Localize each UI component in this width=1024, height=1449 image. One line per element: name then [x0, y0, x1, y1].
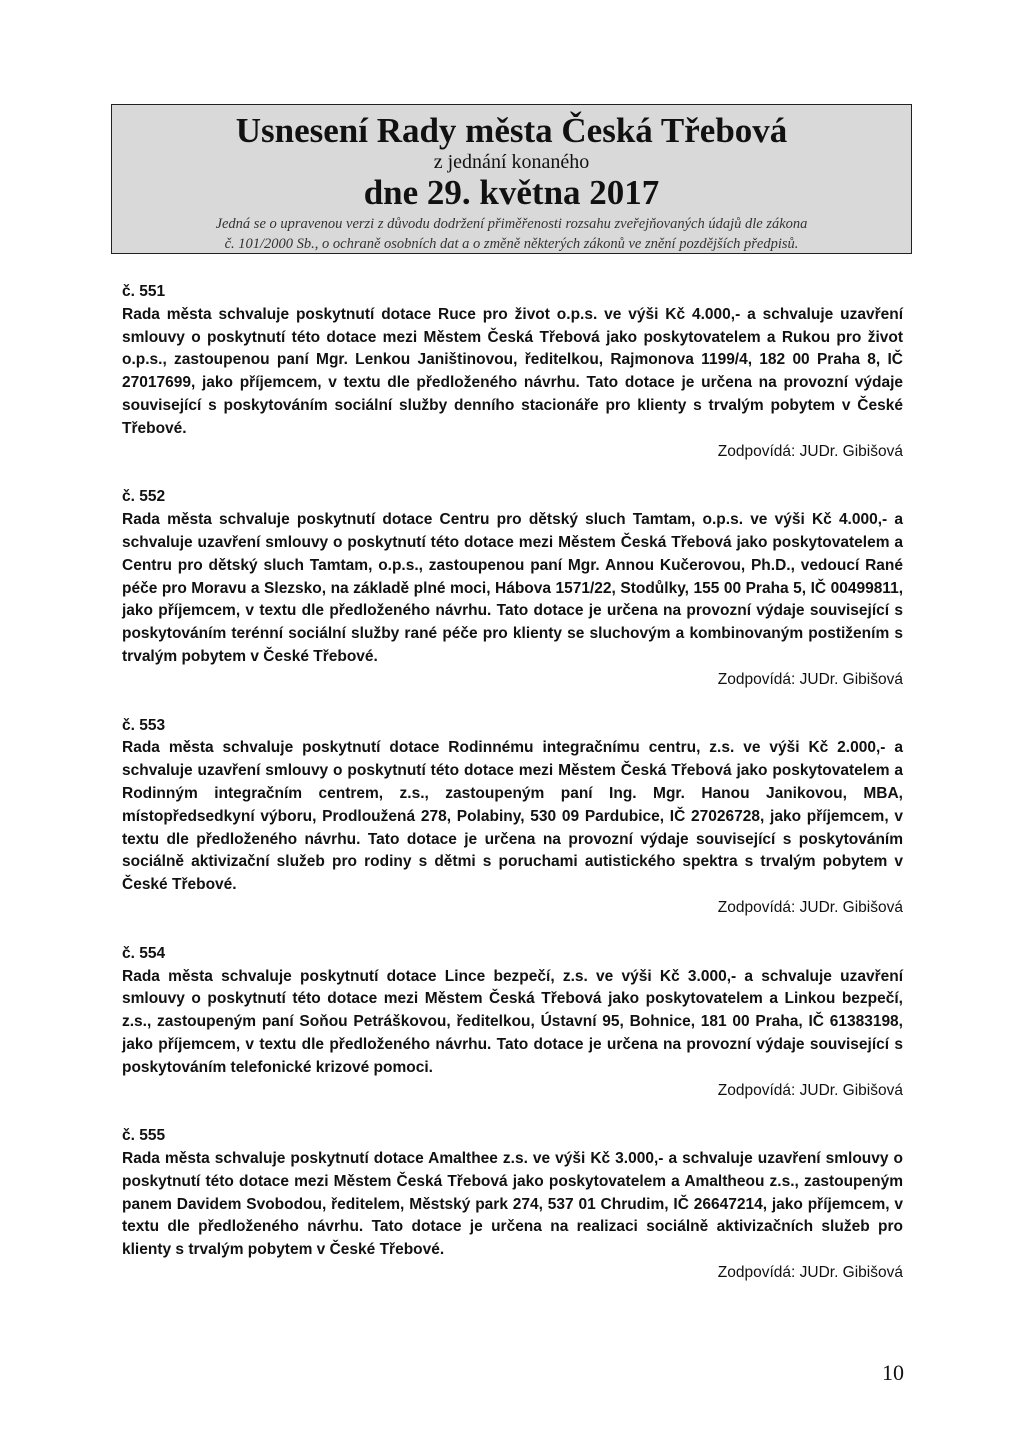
resolution-number: č. 554: [122, 944, 166, 962]
resolution-number: č. 551: [122, 283, 166, 300]
resolutions-list: [122, 281, 903, 1308]
resolution-number: č. 555: [122, 1127, 166, 1145]
resolution-responsible: Zodpovídá: JUDr. Gibišová: [717, 670, 903, 688]
header-box: [111, 104, 912, 254]
resolution-number: č. 553: [122, 716, 166, 734]
resolution-554: [122, 943, 903, 1103]
resolution-551: [122, 281, 903, 463]
resolution-text: Rada města schvaluje poskytnutí dotace Lince bezpečí, z.s. ve výši Kč 3.000,- a schvaluje uzavření smlouvy o poskytnutí této dotace mezi Městem Česká Třebová jako poskytovatelem a Linkou bezpečí, z.s., zastoupeným paní Soňou Petráškovou, ředitelkou, Ústavní 95, Bohnice, 181 00 Praha, IČ 61383198, jako příjemcem, v textu dle předloženého návrhu. Tato dotace je určena na provozní výdaje související s poskytováním telefonické krizové pomoci.: [122, 967, 903, 1076]
resolution-responsible: Zodpovídá: JUDr. Gibišová: [717, 898, 903, 916]
resolution-text: Rada města schvaluje poskytnutí dotace Ruce pro život o.p.s. ve výši Kč 4.000,- a schvaluje uzavření smlouvy o poskytnutí této dotace mezi Městem Česká Třebová jako poskytovatelem a Rukou pro život o.p.s., zastoupenou paní Mgr. Lenkou Janištinovou, ředitelkou, Rajmonova 1199/4, 182 00 Praha 8, IČ 27017699, jako příjemcem, v textu dle předloženého návrhu. Tato dotace je určena na provozní výdaje související s poskytováním sociální služby denního stacionáře pro klienty s trvalým pobytem v České Třebové.: [122, 305, 903, 437]
resolution-responsible: Zodpovídá: JUDr. Gibišová: [717, 1081, 903, 1099]
resolution-555: [122, 1125, 903, 1285]
resolution-552: [122, 486, 903, 691]
resolution-text: Rada města schvaluje poskytnutí dotace Centru pro dětský sluch Tamtam, o.p.s. ve výši Kč 4.000,- a schvaluje uzavření smlouvy o poskytnutí této dotace mezi Městem Česká Třebová jako poskytovatelem a Centru pro dětský sluch Tamtam, o.p.s., zastoupenou paní Mgr. Annou Kučerovou, Ph.D., vedoucí Rané péče pro Moravu a Slezsko, na základě plné moci, Hábova 1571/22, Stodůlky, 155 00 Praha 5, IČ 00499811, jako příjemcem, v textu dle předloženého návrhu. Tato dotace je určena na provozní výdaje související s poskytováním terénní sociální služby rané péče pro klienty se sluchovým a kombinovaným postižením s trvalým pobytem v České Třebové.: [122, 511, 903, 665]
document-subtitle: z jednání konaného: [433, 151, 590, 173]
resolution-responsible: Zodpovídá: JUDr. Gibišová: [717, 442, 903, 460]
resolution-responsible: Zodpovídá: JUDr. Gibišová: [717, 1264, 903, 1282]
anonymization-note-line-2: č. 101/2000 Sb., o ochraně osobních dat a o změně některých zákonů ve znění pozdějších předpisů.: [224, 236, 799, 252]
resolution-number: č. 552: [122, 488, 166, 506]
page-number: 10: [882, 1360, 904, 1385]
resolution-text: Rada města schvaluje poskytnutí dotace Rodinnému integračnímu centru, z.s. ve výši Kč 2.000,- a schvaluje uzavření smlouvy o poskytnutí této dotace mezi Městem Česká Třebová jako poskytovatelem a Rodinným integračním centrem, z.s., zastoupeným paní Ing. Mgr. Hanou Janikovou, MBA, místopředsedkyní výboru, Prodloužená 278, Polabiny, 530 09 Pardubice, IČ 27026728, jako příjemcem, v textu dle předloženého návrhu. Tato dotace je určena na provozní výdaje související s poskytováním sociálně aktivizační služeb pro rodiny s dětmi s poruchami autistického spektra s trvalým pobytem v České Třebové.: [122, 739, 903, 894]
resolution-553: [122, 715, 903, 920]
resolution-text: Rada města schvaluje poskytnutí dotace Amalthee z.s. ve výši Kč 3.000,- a schvaluje uzavření smlouvy o poskytnutí této dotace mezi Městem Česká Třebová jako poskytovatelem a Amaltheou z.s., zastoupeným panem Davidem Svobodou, ředitelem, Městský park 274, 537 01 Chrudim, IČ 26647214, jako příjemcem, v textu dle předloženého návrhu. Tato dotace je určena na realizaci sociálně aktivizačních služeb pro klienty s trvalým pobytem v České Třebové.: [122, 1150, 903, 1259]
anonymization-note-line-1: Jedná se o upravenou verzi z důvodu dodržení přiměřenosti rozsahu zveřejňovaných údajů dle zákona: [215, 216, 808, 232]
document-title: Usnesení Rady města Česká Třebová: [235, 111, 788, 150]
meeting-date: dne 29. května 2017: [363, 173, 660, 212]
